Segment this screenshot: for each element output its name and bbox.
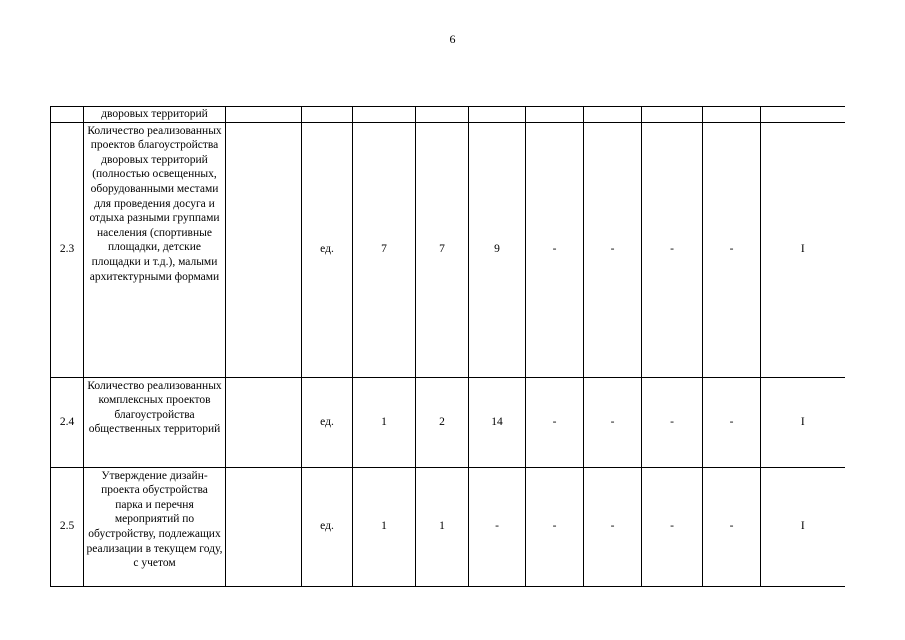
cell-value-9: I: [761, 467, 845, 586]
cell-value-2: 2: [416, 377, 469, 467]
cell-value-6: -: [642, 377, 703, 467]
cell-value-2: 1: [416, 467, 469, 586]
cell-value-5: -: [584, 122, 642, 377]
cell-value-7: -: [703, 122, 761, 377]
cell-empty: [302, 107, 353, 123]
cell-value-5: [584, 107, 642, 123]
cell-value-6: -: [642, 122, 703, 377]
cell-num: [51, 107, 84, 123]
cell-unit: ед.: [302, 467, 353, 586]
indicators-table: [50, 106, 845, 587]
cell-value-6: -: [642, 467, 703, 586]
cell-value-5: -: [584, 467, 642, 586]
cell-unit: [226, 107, 302, 123]
cell-num: 2.3: [51, 122, 84, 377]
cell-indicator-name: Количество реализованных проектов благоустройства дворовых территорий (полностью освещенных, оборудованными местами для проведения досуга и отдыха разными группами населения (спортивные площадки, детские площадки и т.д.), малыми архитектурными формами: [84, 122, 226, 377]
cell-indicator-name: Количество реализованных комплексных проектов благоустройства общественных территорий: [84, 377, 226, 467]
table-row: [51, 467, 845, 586]
cell-value-4: [526, 107, 584, 123]
cell-empty: [226, 122, 302, 377]
page-number: 6: [449, 32, 456, 46]
cell-value-4: -: [526, 377, 584, 467]
cell-indicator-name: дворовых территорий: [84, 107, 226, 123]
cell-empty: [226, 467, 302, 586]
cell-value-1: 1: [353, 467, 416, 586]
cell-value-4: -: [526, 467, 584, 586]
cell-unit: ед.: [302, 377, 353, 467]
cell-value-1: 1: [353, 377, 416, 467]
cell-value-9: [761, 107, 845, 123]
cell-value-2: 7: [416, 122, 469, 377]
cell-value-3: 14: [469, 377, 526, 467]
cell-unit: ед.: [302, 122, 353, 377]
cell-value-2: [416, 107, 469, 123]
cell-empty: [226, 377, 302, 467]
cell-value-3: 9: [469, 122, 526, 377]
cell-num: 2.5: [51, 467, 84, 586]
cell-indicator-name: Утверждение дизайн-проекта обустройства парка и перечня мероприятий по обустройству, подлежащих реализации в текущем году, с учетом: [84, 467, 226, 586]
table-row-continuation: [51, 107, 845, 123]
cell-num: 2.4: [51, 377, 84, 467]
cell-value-3: [469, 107, 526, 123]
cell-value-9: I: [761, 377, 845, 467]
cell-value-1: 7: [353, 122, 416, 377]
cell-value-3: -: [469, 467, 526, 586]
cell-value-9: I: [761, 122, 845, 377]
cell-value-5: -: [584, 377, 642, 467]
cell-value-4: -: [526, 122, 584, 377]
cell-value-7: -: [703, 467, 761, 586]
cell-value-7: -: [703, 377, 761, 467]
cell-value-7: [703, 107, 761, 123]
cell-value-1: [353, 107, 416, 123]
cell-value-6: [642, 107, 703, 123]
table-row: [51, 377, 845, 467]
table-row: [51, 122, 845, 377]
